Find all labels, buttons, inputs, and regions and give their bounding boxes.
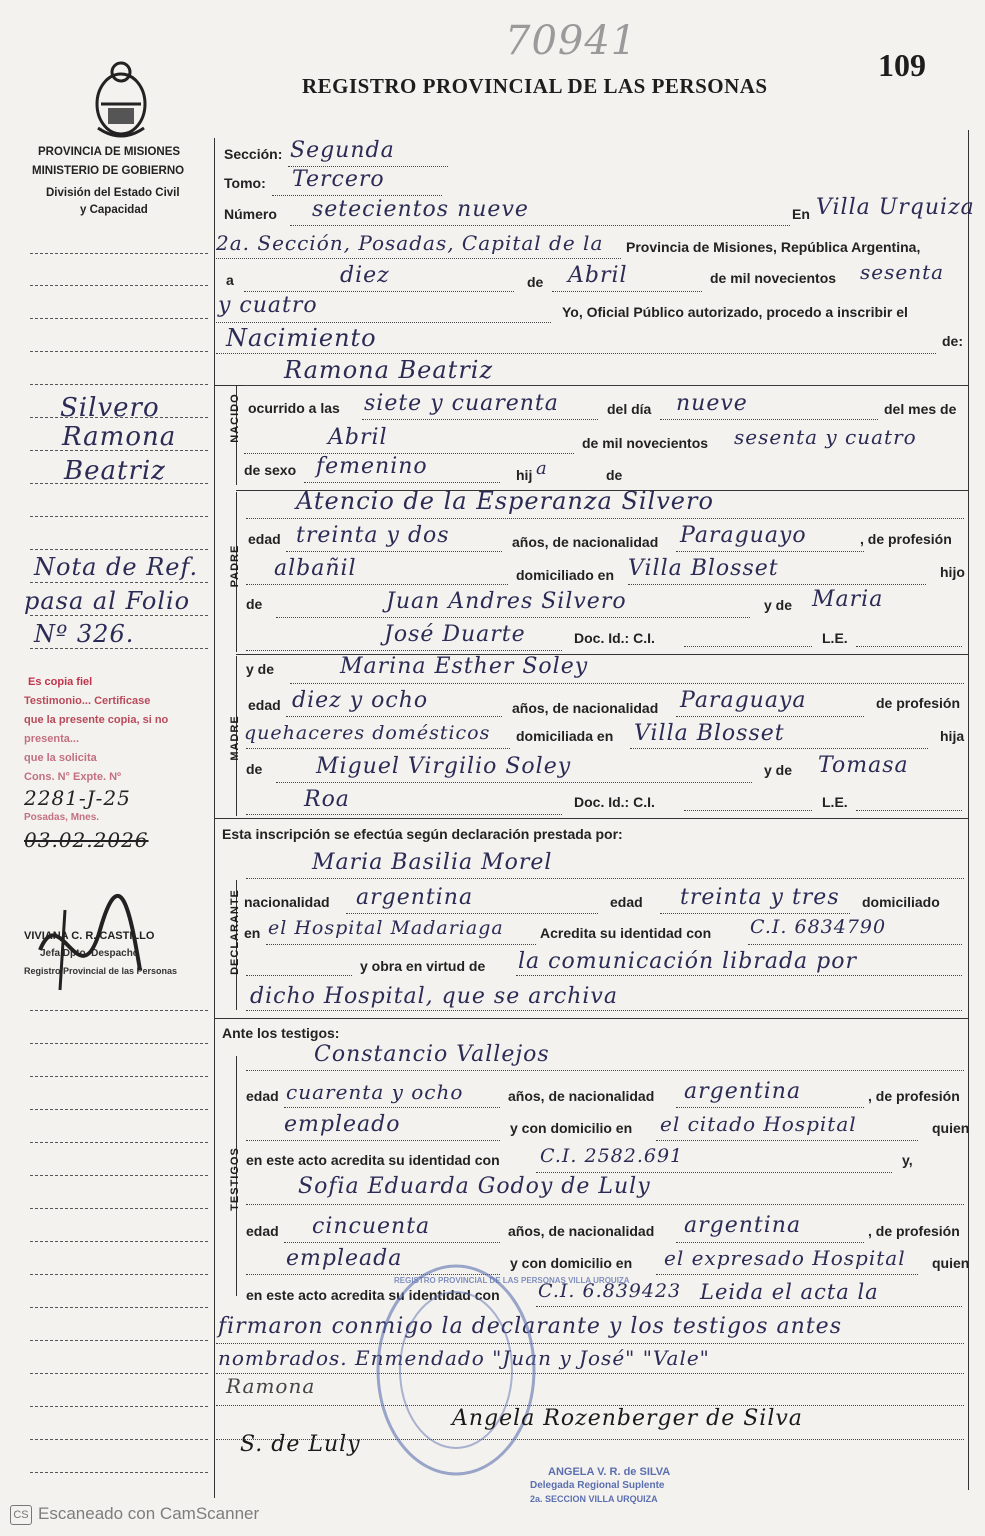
- padre-yde-label: y de: [764, 597, 793, 613]
- camscanner-icon: CS: [10, 1505, 32, 1525]
- declarante-side-label: DECLARANTE: [229, 889, 241, 975]
- decl-edad-label: edad: [610, 894, 643, 910]
- hij-suffix: a: [536, 458, 548, 479]
- cert-line-4: presenta...: [24, 733, 80, 745]
- sexo-value: femenino: [316, 454, 428, 479]
- cierre-line-2: nombrados. Enmendado "Juan y José" "Vale": [218, 1346, 710, 1370]
- cert-official-name: VIVIANA C. R. CASTILLO: [24, 930, 155, 942]
- decl-en-label: en: [244, 925, 261, 941]
- testigo1-domicilio: el citado Hospital: [660, 1112, 857, 1136]
- hora-nacimiento: siete y cuarenta: [364, 391, 559, 416]
- madre-domicilio: Villa Blosset: [634, 721, 785, 746]
- madre-yde-label: y de: [246, 661, 275, 677]
- madre-profesion: quehaceres domésticos: [244, 722, 491, 744]
- en-label: En: [792, 206, 810, 222]
- testigo2-domicilio: el expresado Hospital: [664, 1246, 906, 1270]
- testigos-side-label: TESTIGOS: [229, 1147, 241, 1211]
- testigo1-profesion: empleado: [284, 1112, 401, 1137]
- declarante-obra-1: la comunicación librada por: [518, 949, 857, 974]
- oficial-firma: Angela Rozenberger de Silva: [452, 1406, 803, 1431]
- madre-nac-label: años, de nacionalidad: [512, 700, 659, 716]
- t1-quien-label: quien: [932, 1120, 970, 1136]
- madre-nacionalidad: Paraguaya: [680, 688, 807, 713]
- scanner-watermark: Escaneado con CamScanner: [38, 1504, 260, 1523]
- padre-nac-label: años, de nacionalidad: [512, 534, 659, 550]
- abuela-materna-1: Tomasa: [818, 753, 909, 778]
- provincia-label: Provincia de Misiones, República Argentina,: [626, 239, 921, 255]
- margin-note-1: Nota de Ref.: [34, 553, 199, 581]
- cert-line-3: que la presente copia, si no: [24, 714, 169, 726]
- padre-side-label: PADRE: [229, 544, 241, 588]
- cert-expediente: 2281-J-25: [24, 786, 131, 810]
- handwritten-number: 70941: [505, 18, 638, 64]
- declarante-documento: C.I. 6834790: [750, 916, 887, 938]
- margin-note-3: Nº 326.: [34, 620, 135, 648]
- testigo1-edad: cuarenta y ocho: [286, 1080, 464, 1104]
- margin-surname: Silvero: [60, 393, 160, 423]
- abuelo-paterno: Juan Andres Silvero: [386, 589, 627, 614]
- deldia-label: del día: [607, 401, 652, 417]
- padre-doc-label: Doc. Id.: C.I.: [574, 630, 655, 646]
- de-label: de: [527, 274, 544, 290]
- seccion-value: Segunda: [290, 138, 395, 163]
- decl-obra-label: y obra en virtud de: [360, 958, 486, 974]
- padre-dom-label: domiciliado en: [516, 567, 615, 583]
- t1-acredita-label: en este acto acredita su identidad con: [246, 1152, 500, 1168]
- t1-dom-label: y con domicilio en: [510, 1120, 633, 1136]
- padre-hijo-label: hijo: [940, 564, 965, 580]
- t2-prof-label: , de profesión: [868, 1223, 960, 1239]
- coat-of-arms-icon: [88, 58, 154, 140]
- declarante-nacionalidad: argentina: [356, 885, 474, 910]
- madre-edad-label: edad: [248, 697, 281, 713]
- padre-prof-label: , de profesión: [860, 531, 952, 547]
- leida-text: Leida el acta la: [700, 1280, 879, 1304]
- padre-le-label: L.E.: [822, 630, 848, 646]
- seccion-label: Sección:: [224, 146, 283, 162]
- padre-profesion: albañil: [274, 556, 357, 581]
- cert-official-office: Registro Provincial de las Personas: [24, 966, 178, 976]
- ministry-label: MINISTERIO DE GOBIERNO: [32, 165, 185, 177]
- folio-number: 109: [878, 47, 926, 83]
- official-signature-icon: [30, 890, 150, 1000]
- padre-domicilio: Villa Blosset: [628, 556, 779, 581]
- seal-official-role-2: 2a. SECCION VILLA URQUIZA: [530, 1494, 658, 1504]
- testigo1-nombre: Constancio Vallejos: [314, 1042, 550, 1067]
- numero-label: Número: [224, 206, 277, 222]
- cert-line-7: Posadas, Mnes.: [24, 812, 100, 823]
- decl-dom-label: domiciliado: [862, 894, 940, 910]
- padre-edad-label: edad: [248, 531, 281, 547]
- tomo-value: Tercero: [292, 167, 385, 192]
- seal-text: REGISTRO PROVINCIAL DE LAS PERSONAS VILLA URQUIZA: [394, 1276, 630, 1285]
- abuela-materna-2: Roa: [304, 787, 350, 812]
- nacido-side-label: NACIDO: [229, 393, 241, 443]
- madre-side-label: MADRE: [229, 715, 241, 761]
- t2-quien-label: quien: [932, 1255, 970, 1271]
- testigo2-nacionalidad: argentina: [684, 1213, 802, 1238]
- testigo2-edad: cincuenta: [312, 1214, 431, 1239]
- madre-dom-label: domiciliada en: [516, 728, 614, 744]
- margin-name-2: Beatriz: [64, 456, 166, 486]
- delmes-label: del mes de: [884, 401, 957, 417]
- testigo2-profesion: empleada: [286, 1246, 403, 1271]
- madre-prof-label: de profesión: [876, 695, 961, 711]
- cert-date: 03.02.2026: [24, 828, 149, 852]
- seal-official-name: ANGELA V. R. de SILVA: [548, 1466, 671, 1478]
- abuela-paterna-2: José Duarte: [384, 622, 526, 647]
- declarante-intro: Esta inscripción se efectúa según declaración prestada por:: [222, 826, 623, 842]
- dia-registro: diez: [340, 263, 390, 288]
- abuela-paterna-1: Maria: [812, 587, 884, 612]
- cert-line-1: Es copia fiel: [28, 676, 93, 688]
- capacity-label: y Capacidad: [80, 204, 148, 216]
- firma-izquierda: S. de Luly: [240, 1432, 361, 1457]
- t2-nac-label: años, de nacionalidad: [508, 1223, 655, 1239]
- t2-acredita-label: en este acto acredita su identidad con: [246, 1287, 500, 1303]
- declarante-obra-2: dicho Hospital, que se archiva: [250, 984, 618, 1009]
- madre-doc-label: Doc. Id.: C.I.: [574, 794, 655, 810]
- testigo2-documento: C.I. 6.839423: [538, 1280, 682, 1302]
- oficial-label: Yo, Oficial Público autorizado, procedo a inscribir el: [562, 304, 908, 320]
- t1-y-label: y,: [902, 1152, 913, 1168]
- testigos-intro: Ante los testigos:: [222, 1025, 340, 1041]
- mes-nacimiento: Abril: [328, 425, 388, 450]
- registry-title: REGISTRO PROVINCIAL DE LAS PERSONAS: [302, 74, 768, 98]
- cert-line-5: que la solicita: [24, 752, 97, 764]
- numero-value: setecientos nueve: [312, 197, 529, 222]
- mes-registro: Abril: [568, 263, 628, 288]
- nacido-nombre: Ramona Beatriz: [284, 356, 494, 384]
- dia-nacimiento: nueve: [676, 391, 748, 416]
- testigo-firma: Ramona: [226, 1374, 316, 1398]
- padre-nacionalidad: Paraguayo: [680, 523, 807, 548]
- margin-name-1: Ramona: [62, 422, 177, 452]
- de-end-label: de:: [942, 333, 963, 349]
- anio-nacimiento: sesenta y cuatro: [734, 425, 917, 449]
- padre-de-label: de: [246, 596, 263, 612]
- madre-edad: diez y ocho: [292, 688, 429, 713]
- padre-nombre: Atencio de la Esperanza Silvero: [296, 487, 714, 515]
- t1-prof-label: , de profesión: [868, 1088, 960, 1104]
- seal-official-role-1: Delegada Regional Suplente: [530, 1480, 665, 1491]
- declarante-domicilio: el Hospital Madariaga: [268, 917, 504, 939]
- madre-nombre: Marina Esther Soley: [340, 654, 589, 679]
- declarante-edad: treinta y tres: [680, 885, 840, 910]
- decl-nac-label: nacionalidad: [244, 894, 330, 910]
- anio-registro-2: y cuatro: [218, 293, 318, 318]
- cierre-line-1: firmaron conmigo la declarante y los testigos antes: [218, 1314, 842, 1339]
- madre-le-label: L.E.: [822, 794, 848, 810]
- cert-line-6: Cons. N° Expte. Nº: [24, 771, 122, 783]
- testigo1-documento: C.I. 2582.691: [540, 1145, 684, 1167]
- madre-hija-label: hija: [940, 728, 965, 744]
- cert-line-2: Testimonio... Certificase: [24, 695, 151, 707]
- padre-edad: treinta y dos: [296, 523, 450, 548]
- t1-edad-label: edad: [246, 1088, 279, 1104]
- acto-value: Nacimiento: [226, 324, 377, 352]
- division-label: División del Estado Civil: [46, 187, 180, 199]
- sexo-label: de sexo: [244, 462, 297, 478]
- testigo2-nombre: Sofia Eduarda Godoy de Luly: [298, 1174, 651, 1199]
- hij-label: hij: [516, 467, 533, 483]
- decl-acredita-label: Acredita su identidad con: [540, 925, 712, 941]
- madre-yde2-label: y de: [764, 762, 793, 778]
- cert-official-role: Jefa Dpto. Despacho: [40, 948, 139, 959]
- tomo-label: Tomo:: [224, 175, 266, 191]
- hij-de-label: de: [606, 467, 623, 483]
- ocurrido-label: ocurrido a las: [248, 400, 340, 416]
- madre-de-label: de: [246, 761, 263, 777]
- lugar-value-2: 2a. Sección, Posadas, Capital de la: [216, 231, 604, 255]
- t2-dom-label: y con domicilio en: [510, 1255, 633, 1271]
- t2-edad-label: edad: [246, 1223, 279, 1239]
- a-label: a: [226, 272, 234, 288]
- province-label: PROVINCIA DE MISIONES: [38, 146, 181, 158]
- milnov-label: de mil novecientos: [710, 270, 837, 286]
- nac-milnov-label: de mil novecientos: [582, 435, 709, 451]
- anio-registro-1: sesenta: [860, 260, 945, 284]
- registry-seal-icon: [372, 1260, 540, 1482]
- abuelo-materno: Miguel Virgilio Soley: [316, 754, 572, 779]
- lugar-value-1: Villa Urquiza: [816, 195, 975, 220]
- testigo1-nacionalidad: argentina: [684, 1079, 802, 1104]
- margin-note-2: pasa al Folio: [24, 587, 191, 615]
- declarante-nombre: Maria Basilia Morel: [312, 850, 553, 875]
- t1-nac-label: años, de nacionalidad: [508, 1088, 655, 1104]
